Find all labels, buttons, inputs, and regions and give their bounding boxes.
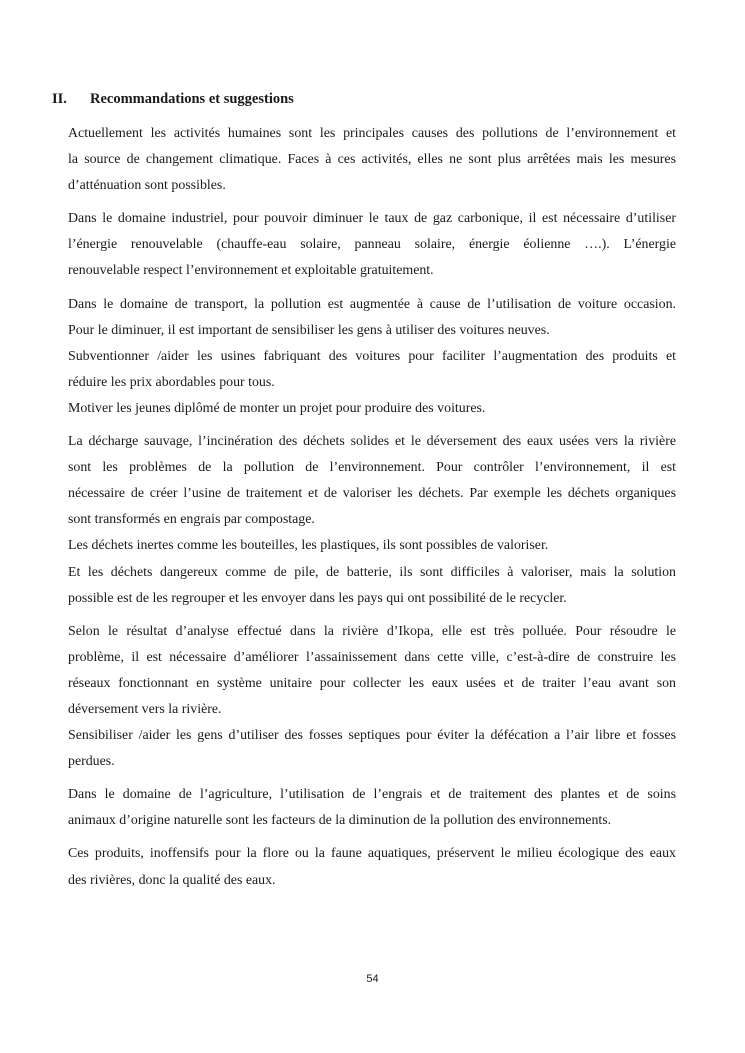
text-line: la source de changement climatique. Faces à ces activités, elles ne sont plus arrêtées mais les mesures bbox=[68, 152, 676, 168]
body-text bbox=[68, 121, 676, 901]
paragraph bbox=[68, 619, 676, 776]
text-line: Les déchets inertes comme les bouteilles, les plastiques, ils sont possibles de valoriser. bbox=[68, 538, 549, 554]
text-line: Subventionner /aider les usines fabriquant des voitures pour faciliter l’augmentation des produits et bbox=[68, 348, 676, 364]
paragraph bbox=[68, 121, 676, 199]
text-line: animaux d’origine naturelle sont les facteurs de la diminution de la pollution des environnements. bbox=[68, 813, 612, 829]
section-number: II. bbox=[52, 91, 67, 107]
section-heading bbox=[52, 89, 294, 109]
text-line: sont les problèmes de la pollution de l’environnement. Pour contrôler l’environnement, il est bbox=[68, 460, 676, 476]
text-line: Ces produits, inoffensifs pour la flore ou la faune aquatiques, préservent le milieu écologique des eaux bbox=[68, 846, 676, 862]
text-line: réseaux fonctionnant en système unitaire pour collecter les eaux usées et de traiter l’eau avant son bbox=[68, 675, 676, 691]
text-line: Dans le domaine de transport, la pollution est augmentée à cause de l’utilisation de voiture occasion. bbox=[68, 296, 676, 312]
text-line: Pour le diminuer, il est important de sensibiliser les gens à utiliser des voitures neuves. bbox=[68, 322, 550, 338]
text-line: Dans le domaine industriel, pour pouvoir diminuer le taux de gaz carbonique, il est nécessaire d’utiliser bbox=[68, 211, 676, 227]
text-line: Et les déchets dangereux comme de pile, de batterie, ils sont difficiles à valoriser, mais la solution bbox=[68, 564, 676, 580]
paragraph bbox=[68, 292, 676, 422]
paragraph bbox=[68, 206, 676, 284]
text-line: Dans le domaine de l’agriculture, l’utilisation de l’engrais et de traitement des plantes et de soins bbox=[68, 787, 676, 803]
text-line: Sensibiliser /aider les gens d’utiliser des fosses septiques pour éviter la défécation a l’air libre et fosses bbox=[68, 728, 676, 744]
text-line: des rivières, donc la qualité des eaux. bbox=[68, 872, 276, 888]
text-line: déversement vers la rivière. bbox=[68, 701, 222, 717]
text-line: d’atténuation sont possibles. bbox=[68, 178, 226, 194]
text-line: Motiver les jeunes diplômé de monter un projet pour produire des voitures. bbox=[68, 400, 486, 416]
text-line: Actuellement les activités humaines sont les principales causes des pollutions de l’environnement et bbox=[68, 126, 676, 141]
section-title: Recommandations et suggestions bbox=[90, 91, 294, 107]
text-line: possible est de les regrouper et les envoyer dans les pays qui ont possibilité de le recycler. bbox=[68, 590, 567, 606]
text-line: La décharge sauvage, l’incinération des déchets solides et le déversement des eaux usées vers la rivière bbox=[68, 434, 676, 450]
text-line: nécessaire de créer l’usine de traitement et de valoriser les déchets. Par exemple les déchets organiques bbox=[68, 486, 676, 502]
text-line: réduire les prix abordables pour tous. bbox=[68, 374, 275, 390]
page-number: 54 bbox=[366, 973, 379, 985]
text-line: renouvelable respect l’environnement et exploitable gratuitement. bbox=[68, 263, 434, 279]
paragraph bbox=[68, 782, 676, 834]
text-line: Selon le résultat d’analyse effectué dans la rivière d’Ikopa, elle est très polluée. Pour résoudre le bbox=[68, 623, 676, 639]
text-line: sont transformés en engrais par compostage. bbox=[68, 512, 315, 528]
text-line: problème, il est nécessaire d’améliorer l’assainissement dans cette ville, c’est-à-dire de construire les bbox=[68, 649, 676, 665]
text-line: l’énergie renouvelable (chauffe-eau solaire, panneau solaire, énergie éolienne ….). L’énergie bbox=[68, 237, 676, 253]
text-line: perdues. bbox=[68, 754, 115, 770]
paragraph bbox=[68, 841, 676, 893]
paragraph bbox=[68, 429, 676, 612]
